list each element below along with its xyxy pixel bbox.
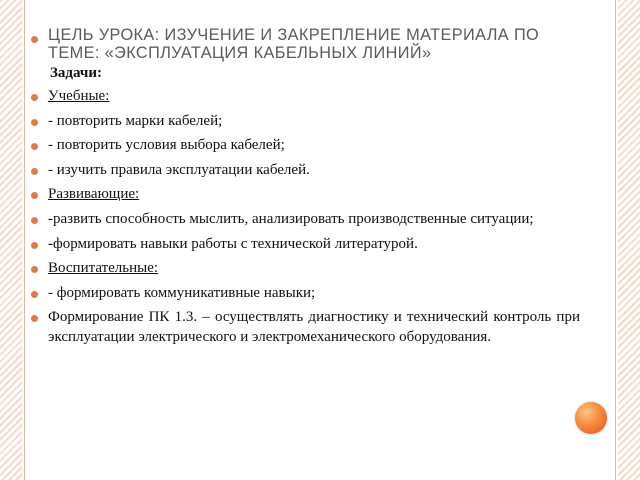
list-item-text: - изучить правила эксплуатации кабелей.: [48, 161, 310, 178]
list-item: [30, 135, 580, 155]
list-item: [30, 184, 580, 204]
bullet-icon: [31, 315, 38, 322]
list-item: [30, 209, 580, 229]
list-item-text: -формировать навыки работы с технической литературой.: [48, 235, 418, 252]
list-item: [30, 86, 580, 106]
list-item: [30, 160, 580, 180]
right-decorative-stripes: [618, 0, 640, 480]
list-item: [30, 307, 580, 347]
list-item: [30, 234, 580, 254]
bullet-icon: [31, 266, 38, 273]
list-item-text: Воспитательные:: [48, 260, 159, 277]
orange-sphere-decoration: [575, 402, 607, 434]
bullet-icon: [31, 94, 38, 101]
right-border-line: [615, 0, 616, 480]
bullet-icon: [31, 119, 38, 126]
task-list: [30, 86, 580, 347]
bullet-icon: [31, 192, 38, 199]
list-item: [30, 258, 580, 278]
list-item-text: Развивающие:: [48, 186, 140, 203]
bullet-icon: [31, 242, 38, 249]
list-item-text: Учебные:: [48, 88, 110, 104]
bullet-icon: [31, 143, 38, 150]
bullet-icon: [31, 36, 38, 43]
list-item-text: -развить способность мыслить, анализировать производственные ситуации;: [48, 210, 534, 227]
left-border-line: [24, 0, 25, 480]
slide-title-block: [30, 27, 580, 62]
list-item: [30, 111, 580, 131]
slide-content: [30, 27, 580, 352]
bullet-icon: [31, 168, 38, 175]
list-item-text: - повторить условия выбора кабелей;: [48, 137, 285, 154]
left-decorative-stripes: [0, 0, 22, 480]
list-item-text: - повторить марки кабелей;: [48, 112, 223, 129]
bullet-icon: [31, 217, 38, 224]
list-item: [30, 283, 580, 303]
list-item-text: - формировать коммуникативные навыки;: [48, 284, 316, 301]
tasks-heading: Задачи:: [50, 65, 103, 81]
list-item-text: Формирование ПК 1.3. – осуществлять диагностику и технический контроль при эксплуатации электрического и электромеханического оборудования.: [48, 309, 580, 346]
slide-title: ЦЕЛЬ УРОКА: ИЗУЧЕНИЕ И ЗАКРЕПЛЕНИЕ МАТЕРИАЛА ПО ТЕМЕ: «ЭКСПЛУАТАЦИЯ КАБЕЛЬНЫХ ЛИНИЙ»: [48, 26, 540, 62]
bullet-icon: [31, 291, 38, 298]
